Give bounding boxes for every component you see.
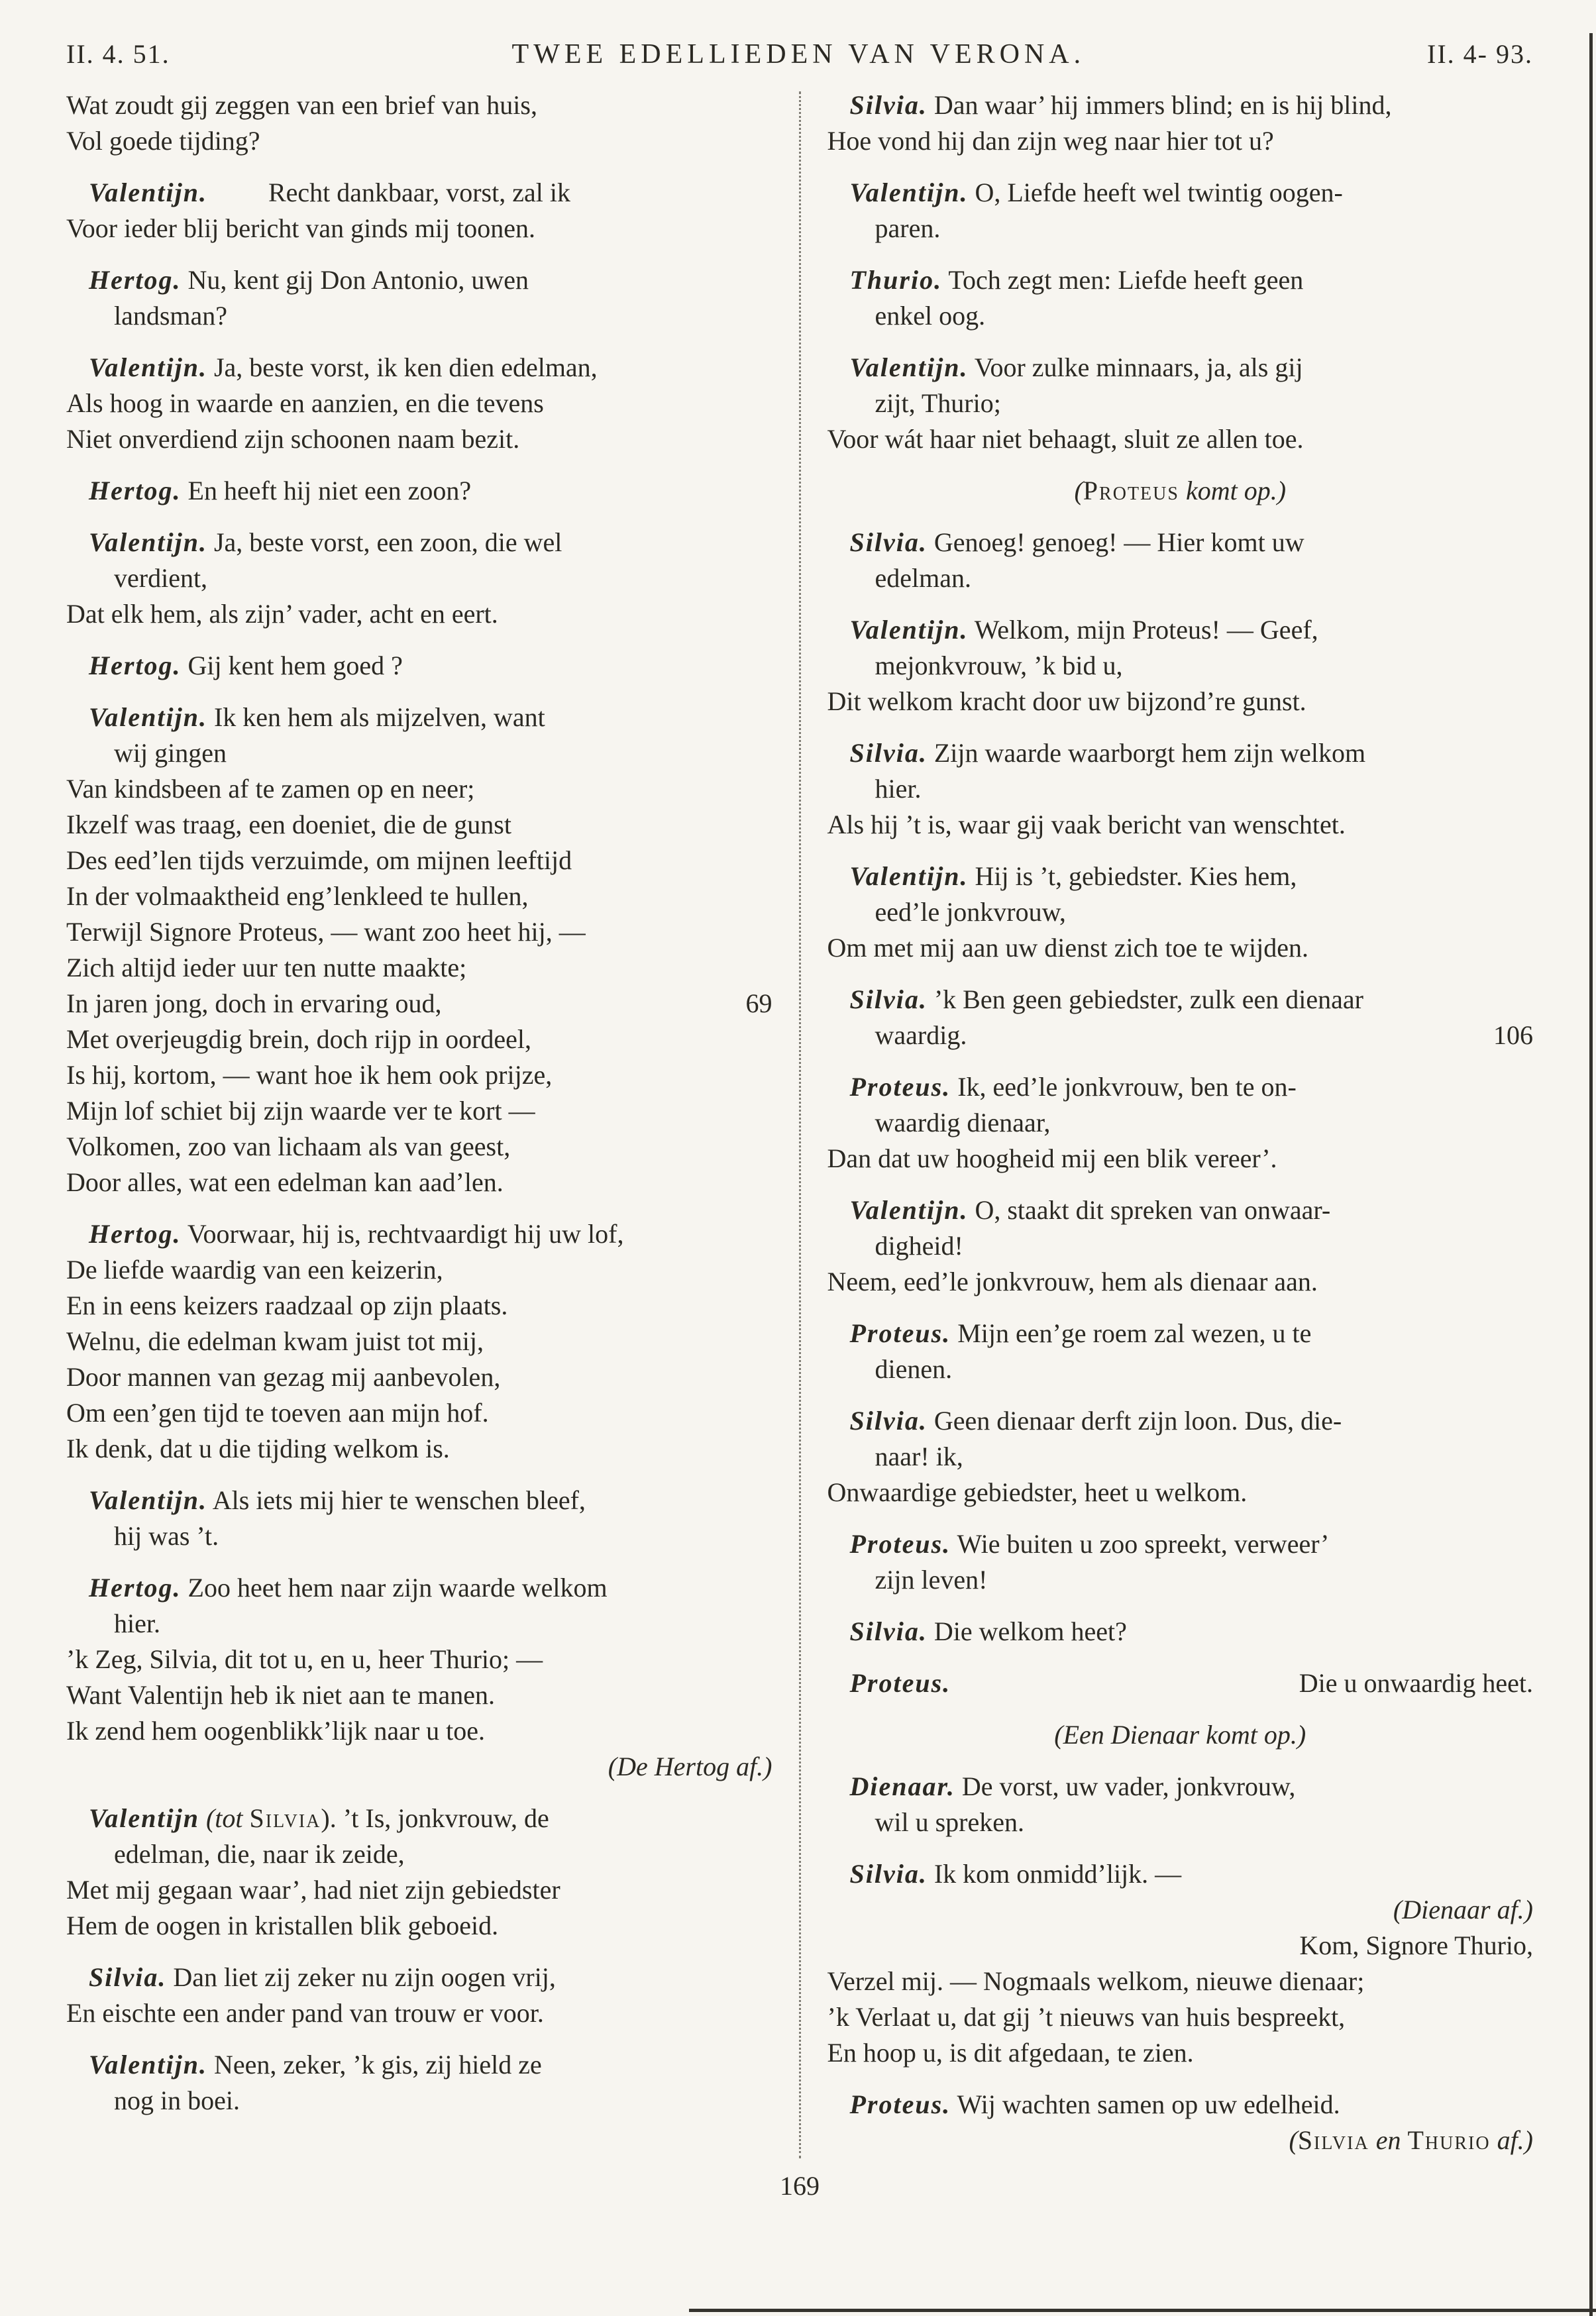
verse-text: edelman. (875, 563, 971, 593)
text-line (827, 175, 1534, 211)
verse-text: Dit welkom kracht door uw bijzond’re gunst. (827, 686, 1306, 716)
verse-text: In jaren jong, doch in ervaring oud, (66, 988, 442, 1018)
verse-text: Door alles, wat een edelman kan aad’len. (66, 1167, 504, 1197)
speech-block (827, 612, 1534, 719)
verse-text: dienen. (875, 1354, 953, 1384)
verse-text: Hij is ’t, gebiedster. Kies hem, (968, 861, 1297, 891)
verse-text: Verzel mij. — Nogmaals welkom, nieuwe dienaar; (827, 1966, 1365, 1996)
verse-text: O, Liefde heeft wel twintig oogen- (968, 178, 1343, 207)
verse-text: Mijn een’ge roem zal wezen, u te (951, 1318, 1312, 1348)
text-line (66, 1642, 772, 1677)
verse-text: hier. (875, 774, 922, 804)
page-number: 169 (780, 2171, 820, 2201)
right-column (827, 87, 1534, 2158)
verse-text: eed’le jonkvrouw, (875, 897, 1066, 927)
speaker-name: Hertog. (89, 476, 182, 505)
text-line (66, 123, 772, 159)
verse-text: Wij wachten samen op uw edelheid. (951, 2089, 1340, 2119)
speech-block (66, 1960, 772, 2031)
speaker-name: Valentijn. (89, 352, 207, 382)
text-line (66, 843, 772, 878)
text-line (827, 1403, 1534, 1439)
text-line (66, 1677, 772, 1713)
verse-text: Ik zend hem oogenblikk’lijk naar u toe. (66, 1716, 486, 1746)
stage-direction-text: komt op.) (1179, 476, 1287, 505)
text-line (827, 735, 1534, 771)
verse-text: enkel oog. (875, 301, 986, 331)
speaker-name: Silvia. (849, 984, 928, 1014)
speech-block (827, 1614, 1534, 1650)
verse-text: landsman? (114, 301, 228, 331)
speech-block (66, 525, 772, 632)
speech-block (827, 1856, 1534, 2071)
scan-edge-bottom (689, 2309, 1596, 2312)
text-line (827, 473, 1534, 509)
verse-text: zijt, Thurio; (875, 388, 1001, 418)
verse-text: waardig dienaar, (875, 1108, 1051, 1137)
verse-text: Welnu, die edelman kwam juist tot mij, (66, 1326, 484, 1356)
text-line (827, 1562, 1534, 1598)
verse-text: Voorwaar, hij is, rechtvaardigt hij uw lof, (181, 1219, 624, 1249)
verse-text: Vol goede tijding? (66, 126, 260, 156)
verse-text: ’k Zeg, Silvia, dit tot u, en u, heer Thurio; — (66, 1644, 543, 1674)
verse-text: Neem, eed’le jonkvrouw, hem als dienaar aan. (827, 1267, 1318, 1296)
speaker-name: Silvia. (849, 1616, 928, 1646)
speech-block (66, 1570, 772, 1785)
stage-direction-text: Thurio (1407, 2125, 1491, 2155)
text-line (827, 1964, 1534, 1999)
verse-text: Volkomen, zoo van lichaam als van geest, (66, 1132, 511, 1161)
speaker-name: Hertog. (89, 265, 182, 295)
verse-text: Ja, beste vorst, een zoon, die wel (207, 527, 562, 557)
text-line (66, 1872, 772, 1908)
verse-text: Zoo heet hem naar zijn waarde welkom (181, 1573, 608, 1603)
text-line (66, 914, 772, 950)
text-line (66, 386, 772, 421)
verse-text: Door mannen van gezag mij aanbevolen, (66, 1362, 501, 1392)
speech-block (827, 1526, 1534, 1598)
verse-text: Terwijl Signore Proteus, — want zoo heet hij, — (66, 917, 586, 947)
verse-text: Ik ken hem als mijzelven, want (207, 702, 545, 732)
text-line (827, 87, 1534, 123)
verse-text: digheid! (875, 1231, 963, 1261)
verse-text: Ikzelf was traag, een doeniet, die de gunst (66, 810, 511, 839)
text-line (827, 1717, 1534, 1753)
speaker-name: Valentijn. (89, 702, 207, 732)
text-line (827, 894, 1534, 930)
speaker-name: Proteus. (849, 1318, 951, 1348)
verse-text: Dan dat uw hoogheid mij een blik vereer’. (827, 1143, 1277, 1173)
verse-text: O, staakt dit spreken van onwaar- (968, 1195, 1331, 1225)
speech-block (66, 1801, 772, 1944)
speech-block (827, 1316, 1534, 1387)
speech-block (66, 648, 772, 684)
verse-text: Om een’gen tijd te toeven aan mijn hof. (66, 1398, 489, 1428)
stage-direction-text: af.) (1490, 2125, 1533, 2155)
speech-block (827, 859, 1534, 966)
text-line (66, 473, 772, 509)
verse-text: waardig. (875, 1020, 967, 1050)
speaker-name: Silvia. (849, 1859, 928, 1889)
text-line (827, 211, 1534, 246)
header-act-scene-left: II. 4. 51. (66, 39, 170, 69)
speech-block (66, 473, 772, 509)
stage-direction-text: ( (1074, 476, 1083, 505)
verse-text: Ja, beste vorst, ik ken dien edelman, (207, 352, 598, 382)
text-line (66, 1129, 772, 1165)
left-column (66, 87, 772, 2158)
verse-text: Met overjeugdig brein, doch rijp in oordeel, (66, 1024, 532, 1054)
speech-block (66, 262, 772, 334)
verse-text: Dan liet zij zeker nu zijn oogen vrij, (166, 1962, 556, 1992)
speaker-name: Proteus. (849, 1529, 951, 1559)
text-line (66, 735, 772, 771)
speech-block (66, 350, 772, 457)
verse-text: edelman, die, naar ik zeide, (114, 1839, 405, 1869)
speech-block (827, 735, 1534, 843)
verse-text: Nu, kent gij Don Antonio, uwen (181, 265, 529, 295)
verse-text: Om met mij aan uw dienst zich toe te wijden. (827, 933, 1308, 963)
speech-block (66, 175, 772, 246)
text-line (827, 2035, 1534, 2071)
verse-text: Voor zulke minnaars, ja, als gij (968, 352, 1303, 382)
speaker-name: Proteus. (849, 1072, 951, 1102)
verse-text: Als hij ’t is, waar gij vaak bericht van wenschtet. (827, 810, 1346, 839)
text-line (827, 525, 1534, 560)
speech-block (827, 350, 1534, 457)
text-line (66, 1749, 772, 1785)
verse-text: ). ’t Is, jonkvrouw, de (321, 1803, 549, 1833)
text-line (827, 1141, 1534, 1177)
text-line (827, 262, 1534, 298)
verse-text: Is hij, kortom, — want hoe ik hem ook prijze, (66, 1060, 553, 1090)
text-line (827, 386, 1534, 421)
speaker-name: Valentijn. (89, 527, 207, 557)
verse-text: En hoop u, is dit afgedaan, te zien. (827, 2038, 1194, 2068)
text-line (66, 700, 772, 735)
text-line (827, 648, 1534, 684)
verse-text: Ik denk, dat u die tijding welkom is. (66, 1434, 450, 1463)
stage-direction-text: Silvia (1297, 2125, 1369, 2155)
text-line (827, 1264, 1534, 1300)
text-line (66, 648, 772, 684)
verse-text: Welkom, mijn Proteus! — Geef, (968, 615, 1318, 645)
text-line (66, 350, 772, 386)
text-line (827, 2123, 1534, 2158)
verse-text: Met mij gegaan waar’, had niet zijn gebiedster (66, 1875, 560, 1905)
text-line (66, 1570, 772, 1606)
text-columns (66, 87, 1533, 2158)
speaker-name: Hertog. (89, 651, 182, 680)
text-line (66, 1022, 772, 1057)
text-line (827, 298, 1534, 334)
stage-direction-text: (Dienaar af.) (1393, 1895, 1533, 1924)
text-line (66, 1801, 772, 1836)
verse-text: Mijn lof schiet bij zijn waarde ver te kort — (66, 1096, 535, 1126)
text-line (66, 771, 772, 807)
text-line (827, 123, 1534, 159)
verse-text: zijn leven! (875, 1565, 988, 1595)
speaker-name: Proteus. (849, 1668, 951, 1698)
text-line (827, 1439, 1534, 1475)
header-act-scene-right: II. 4- 93. (1427, 39, 1533, 69)
text-line (66, 211, 772, 246)
speech-block (66, 700, 772, 1200)
text-line (827, 1316, 1534, 1351)
stage-direction-text: en (1369, 2125, 1408, 2155)
verse-text: En in eens keizers raadzaal op zijn plaats. (66, 1290, 508, 1320)
verse-text: Als hoog in waarde en aanzien, en die tevens (66, 388, 544, 418)
text-line (66, 1606, 772, 1642)
text-line (66, 1908, 772, 1944)
text-line (66, 262, 772, 298)
verse-text: En eischte een ander pand van trouw er voor. (66, 1998, 544, 2028)
text-line (827, 1769, 1534, 1805)
verse-text: Genoeg! genoeg! — Hier komt uw (927, 527, 1304, 557)
speaker-name: Silvia. (849, 90, 928, 120)
text-line (66, 807, 772, 843)
speaker-name: Valentijn. (849, 861, 969, 891)
text-line (827, 2087, 1534, 2123)
speech-block (827, 1192, 1534, 1300)
page-title: TWEE EDELLIEDEN VAN VERONA. (511, 39, 1086, 70)
speaker-name: Proteus. (849, 2089, 951, 2119)
verse-line-number: 69 (745, 988, 772, 1018)
text-line (827, 1999, 1534, 2035)
text-line (66, 1093, 772, 1129)
text-line (827, 1665, 1534, 1701)
text-line (66, 1324, 772, 1359)
stage-direction-text: Proteus (1083, 476, 1179, 505)
stage-direction-text: ( (1289, 2125, 1298, 2155)
text-line (66, 1165, 772, 1200)
text-line (827, 1105, 1534, 1141)
text-line (827, 1928, 1534, 1964)
text-line (827, 1069, 1534, 1105)
text-line (827, 930, 1534, 966)
verse-text: Dat elk hem, als zijn’ vader, acht en eert. (66, 599, 498, 629)
verse-text: En heeft hij niet een zoon? (181, 476, 472, 505)
verse-text: wij gingen (114, 738, 227, 768)
stage-direction-text: (Een Dienaar komt op.) (1054, 1720, 1306, 1750)
scan-edge-right (1589, 33, 1593, 2316)
verse-text: Dan waar’ hij immers blind; en is hij blind, (927, 90, 1392, 120)
verse-text: Des eed’len tijds verzuimde, om mijnen leeftijd (66, 845, 572, 875)
speaker-name: Silvia. (849, 527, 928, 557)
text-line (827, 982, 1534, 1018)
text-line (66, 1216, 772, 1252)
speech-block (827, 1769, 1534, 1840)
text-line (66, 1057, 772, 1093)
speaker-name: Hertog. (89, 1219, 182, 1249)
speaker-name: Silvia. (89, 1962, 167, 1992)
verse-text: De liefde waardig van een keizerin, (66, 1255, 443, 1285)
verse-text: Onwaardige gebiedster, heet u welkom. (827, 1477, 1248, 1507)
verse-text: Zijn waarde waarborgt hem zijn welkom (927, 738, 1366, 768)
text-line (827, 350, 1534, 386)
text-line (66, 1431, 772, 1467)
verse-text: Kom, Signore Thurio, (1299, 1930, 1533, 1960)
speaker-name: Valentijn. (89, 178, 207, 207)
text-line (66, 525, 772, 560)
verse-text: Neen, zeker, ’k gis, zij hield ze (207, 2050, 542, 2079)
speaker-name: Hertog. (89, 1573, 182, 1603)
verse-text: Gij kent hem goed ? (181, 651, 403, 680)
speech-block (827, 525, 1534, 596)
verse-text: Voor ieder blij bericht van ginds mij toonen. (66, 213, 536, 243)
verse-text: ’k Ben geen gebiedster, zulk een dienaar (927, 984, 1363, 1014)
speech-block (827, 1665, 1534, 1701)
speech-block (827, 262, 1534, 334)
text-line (66, 175, 772, 211)
verse-text: Niet onverdiend zijn schoonen naam bezit. (66, 424, 520, 454)
verse-text: Van kindsbeen af te zamen op en neer; (66, 774, 475, 804)
verse-text: Zich altijd ieder uur ten nutte maakte; (66, 953, 467, 982)
verse-text: nog in boei. (114, 2085, 240, 2115)
text-line (827, 1526, 1534, 1562)
verse-text: De vorst, uw vader, jonkvrouw, (955, 1771, 1296, 1801)
speech-block (827, 1403, 1534, 1510)
verse-text: hij was ’t. (114, 1521, 219, 1551)
text-line (66, 986, 772, 1022)
text-line (66, 1995, 772, 2031)
verse-text: Hem de oogen in kristallen blik geboeid. (66, 1911, 499, 1940)
speaker-name: Thurio. (849, 265, 943, 295)
text-line (66, 950, 772, 986)
verse-text: Hoe vond hij dan zijn weg naar hier tot u? (827, 126, 1274, 156)
text-line (66, 560, 772, 596)
text-line (827, 1856, 1534, 1892)
verse-text: Voor wát haar niet behaagt, sluit ze allen toe. (827, 424, 1304, 454)
speech-block (66, 1483, 772, 1554)
text-line (827, 1192, 1534, 1228)
text-line (66, 1960, 772, 1995)
speaker-name: Valentijn. (89, 1485, 207, 1515)
speech-block (827, 2087, 1534, 2158)
stage-direction-text: (De Hertog af.) (608, 1752, 772, 1781)
text-line (66, 596, 772, 632)
verse-text: Ik, eed’le jonkvrouw, ben te on- (951, 1072, 1297, 1102)
verse-text: mejonkvrouw, ’k bid u, (875, 651, 1123, 680)
speaker-name: Silvia. (849, 738, 928, 768)
text-line (66, 1359, 772, 1395)
verse-text: hier. (114, 1608, 160, 1638)
verse-text: paren. (875, 213, 941, 243)
text-line (827, 1614, 1534, 1650)
verse-text: Ik kom onmidd’lijk. — (927, 1859, 1182, 1889)
speech-block (827, 473, 1534, 509)
text-line (827, 807, 1534, 843)
text-line (827, 684, 1534, 719)
speaker-name: Valentijn. (849, 615, 969, 645)
text-line (66, 1713, 772, 1749)
speaker-name: Valentijn. (849, 352, 969, 382)
text-line (66, 87, 772, 123)
verse-text: Wie buiten u zoo spreekt, verweer’ (951, 1529, 1330, 1559)
running-header (66, 38, 1533, 70)
verse-line-number: 106 (1493, 1020, 1533, 1050)
verse-text: verdient, (114, 563, 208, 593)
speaker-name: Valentijn. (849, 178, 969, 207)
speech-block (827, 87, 1534, 159)
stage-direction-text: Silvia (249, 1803, 321, 1833)
verse-text: naar! ik, (875, 1442, 963, 1471)
text-line (66, 2083, 772, 2119)
text-line (66, 878, 772, 914)
text-line (827, 1351, 1534, 1387)
text-line (66, 1518, 772, 1554)
text-line (66, 1288, 772, 1324)
verse-text: Toch zegt men: Liefde heeft geen (942, 265, 1304, 295)
text-line (66, 1836, 772, 1872)
text-line (827, 612, 1534, 648)
verse-text: Recht dankbaar, vorst, zal ik (268, 178, 570, 207)
text-line (827, 421, 1534, 457)
speech-block (827, 175, 1534, 246)
speaker-name: Valentijn. (89, 2050, 207, 2079)
speech-block (827, 1069, 1534, 1177)
text-line (827, 1018, 1534, 1053)
speaker-name: Valentijn (89, 1803, 199, 1833)
verse-text: wil u spreken. (875, 1807, 1025, 1837)
verse-text: Wat zoudt gij zeggen van een brief van huis, (66, 90, 537, 120)
text-line (827, 560, 1534, 596)
text-line (827, 1805, 1534, 1840)
speech-block (66, 87, 772, 159)
text-line (66, 1252, 772, 1288)
text-line (66, 1395, 772, 1431)
speaker-name: Valentijn. (849, 1195, 969, 1225)
speech-block (66, 1216, 772, 1467)
text-line (827, 1475, 1534, 1510)
text-line (66, 2047, 772, 2083)
speaker-name: Dienaar. (849, 1771, 955, 1801)
text-line (66, 421, 772, 457)
verse-text: Als iets mij hier te wenschen bleef, (207, 1485, 586, 1515)
speech-block (827, 982, 1534, 1053)
text-line (66, 1483, 772, 1518)
verse-text: In der volmaaktheid eng’lenkleed te hullen, (66, 881, 529, 911)
speech-block (66, 2047, 772, 2119)
half-line-right-text: Die u onwaardig heet. (1299, 1668, 1533, 1698)
stage-direction-text: (tot (199, 1803, 250, 1833)
text-line (827, 1892, 1534, 1928)
text-line (66, 298, 772, 334)
verse-text: ’k Verlaat u, dat gij ’t nieuws van huis bespreekt, (827, 2002, 1346, 2032)
verse-text: Want Valentijn heb ik niet aan te manen. (66, 1680, 495, 1710)
text-line (827, 1228, 1534, 1264)
verse-text: Die welkom heet? (927, 1616, 1127, 1646)
speech-block (827, 1717, 1534, 1753)
text-line (827, 771, 1534, 807)
column-divider-rule (799, 91, 801, 2158)
text-line (827, 859, 1534, 894)
verse-text: Geen dienaar derft zijn loon. Dus, die- (927, 1406, 1342, 1436)
speaker-name: Silvia. (849, 1406, 928, 1436)
